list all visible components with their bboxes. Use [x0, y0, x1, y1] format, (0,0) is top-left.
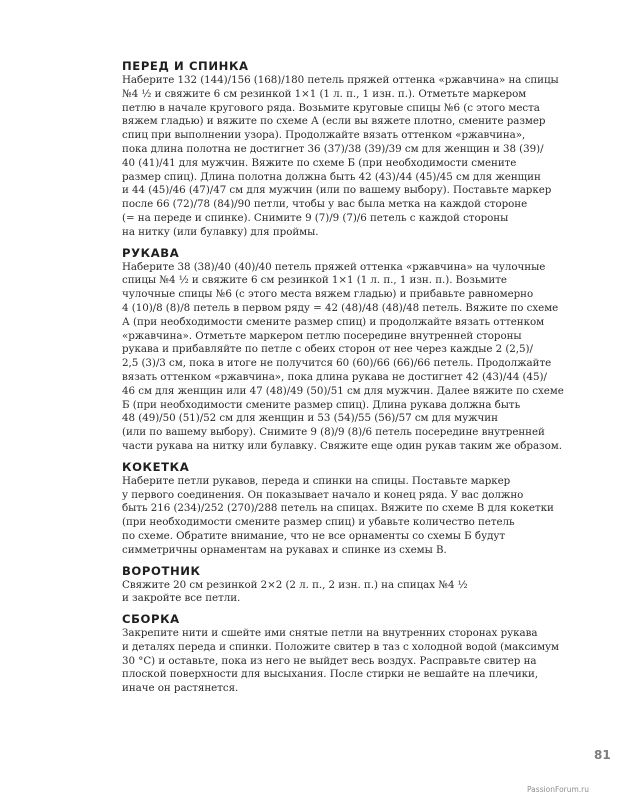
text-line: «ржавчина». Отметьте маркером петлю посередине внутренней стороны [122, 329, 522, 342]
text-line: Б (при необходимости смените размер спиц). Длина рукава должна быть [122, 398, 521, 411]
text-line: (= на переде и спинке). Снимите 9 (7)/9 (7)/6 петель с каждой стороны [122, 211, 509, 224]
document-body [122, 58, 570, 701]
text-line: 46 см для женщин или 47 (48)/49 (50)/51 см для мужчин. Далее вяжите по схеме [122, 384, 564, 397]
text-line: и 44 (45)/46 (47)/47 см для мужчин (или по вашему выбору). Поставьте маркер [122, 184, 552, 197]
text-line: плоской поверхности для высыхания. После стирки не вешайте на плечики, [122, 668, 539, 681]
text-line: №4 ½ и свяжите 6 см резинкой 1×1 (1 л. п., 1 изн. п.). Отметьте маркером [122, 87, 527, 100]
text-line: после 66 (72)/78 (84)/90 петли, чтобы у вас была метка на каждой стороне [122, 198, 528, 211]
section-title: КОКЕТКА [122, 459, 190, 474]
text-line: на нитку (или булавку) для проймы. [122, 225, 319, 238]
text-line: и деталях переда и спинки. Положите свитер в таз с холодной водой (максимум [122, 640, 560, 653]
section-text [122, 74, 570, 240]
text-line: А (при необходимости смените размер спиц) и продолжайте вязать оттенком [122, 315, 545, 328]
section-assembly [122, 611, 570, 696]
text-line: пока длина полотна не достигнет 36 (37)/38 (39)/39 см для женщин и 38 (39)/ [122, 142, 544, 155]
text-line: 48 (49)/50 (51)/52 см для женщин и 53 (54)/55 (56)/57 см для мужчин [122, 412, 498, 425]
section-collar [122, 563, 570, 607]
text-line: симметричны орнаментам на рукавах и спинке из схемы В. [122, 543, 447, 556]
text-line: размер спиц). Длина полотна должна быть 42 (43)/44 (45)/45 см для женщин [122, 170, 541, 183]
text-line: чулочные спицы №6 (с этого места вяжем гладью) и прибавьте равномерно [122, 288, 534, 301]
text-line: 2,5 (3)/3 см, пока в итоге не получится 60 (60)/66 (66)/66 петель. Продолжайте [122, 357, 552, 370]
text-line: спиц при выполнении узора). Продолжайте вязать оттенком «ржавчина», [122, 129, 526, 142]
section-yoke [122, 459, 570, 558]
section-text [122, 261, 570, 454]
text-line: Наберите 38 (38)/40 (40)/40 петель пряжей оттенка «ржавчина» на чулочные [122, 260, 546, 273]
section-title: ПЕРЕД И СПИНКА [122, 59, 249, 73]
text-line: 4 (10)/8 (8)/8 петель в первом ряду = 42 (48)/48 (48)/48 петель. Вяжите по схеме [122, 301, 559, 314]
section-text [122, 579, 570, 607]
text-line: вяжем гладью) и вяжите по схеме А (если вы вяжете плотно, смените размер [122, 115, 546, 128]
text-line: 40 (41)/41 для мужчин. Вяжите по схеме Б (при необходимости смените [122, 156, 517, 169]
text-line: и закройте все петли. [122, 592, 241, 605]
text-line: Наберите петли рукавов, переда и спинки на спицы. Поставьте маркер [122, 474, 511, 487]
section-sleeves [122, 245, 570, 454]
section-text [122, 475, 570, 558]
text-line: вязать оттенком «ржавчина», пока длина рукава не достигнет 42 (43)/44 (45)/ [122, 370, 547, 383]
text-line: (или по вашему выбору). Снимите 9 (8)/9 (8)/6 петель посередине внутренней [122, 426, 545, 439]
text-line: по схеме. Обратите внимание, что не все орнаменты со схемы Б будут [122, 529, 506, 542]
section-front-back [122, 58, 570, 240]
page-number: 81 [594, 748, 611, 762]
text-line: рукава и прибавляйте по петле с обеих сторон от нее через каждые 2 (2,5)/ [122, 343, 533, 356]
section-title: СБОРКА [122, 612, 180, 627]
text-line: быть 216 (234)/252 (270)/288 петель на спицах. Вяжите по схеме В для кокетки [122, 502, 554, 515]
text-line: петлю в начале кругового ряда. Возьмите круговые спицы №6 (с этого места [122, 101, 540, 114]
text-line: Наберите 132 (144)/156 (168)/180 петель пряжей оттенка «ржавчина» на спицы [122, 74, 559, 86]
text-line: Закрепите нити и сшейте ими снятые петли на внутренних сторонах рукава [122, 627, 538, 640]
text-line: иначе он растянется. [122, 682, 239, 695]
text-line: (при необходимости смените размер спиц) и убавьте количество петель [122, 516, 515, 529]
text-line: 30 °C) и оставьте, пока из него не выйдет весь воздух. Расправьте свитер на [122, 654, 537, 667]
text-line: Свяжите 20 см резинкой 2×2 (2 л. п., 2 изн. п.) на спицах №4 ½ [122, 578, 468, 591]
section-title: РУКАВА [122, 245, 180, 260]
text-line: у первого соединения. Он показывает начало и конец ряда. У вас должно [122, 488, 524, 501]
text-line: части рукава на нитку или булавку. Свяжите еще один рукав таким же образом. [122, 439, 562, 452]
watermark: PassionForum.ru [527, 785, 590, 794]
section-title: ВОРОТНИК [122, 563, 201, 578]
text-line: спицы №4 ½ и свяжите 6 см резинкой 1×1 (1 л. п., 1 изн. п.). Возьмите [122, 274, 507, 287]
section-text [122, 627, 570, 696]
